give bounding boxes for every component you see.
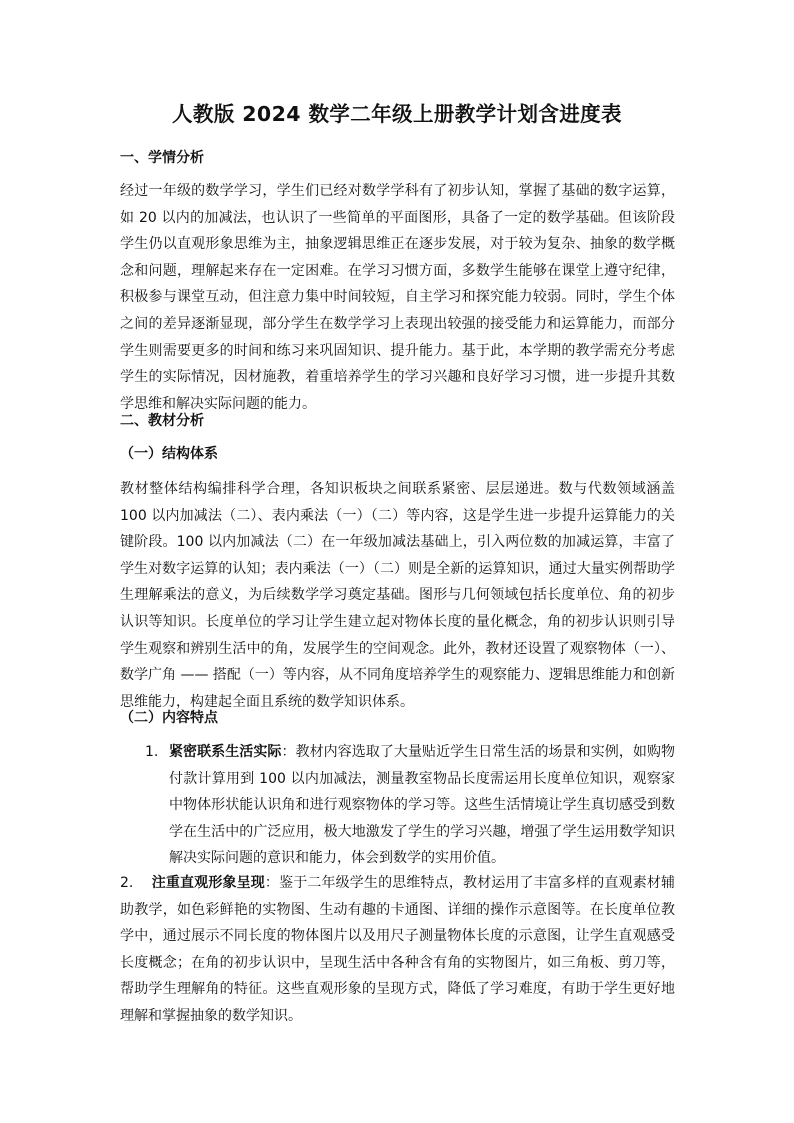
structure-paragraph: 教材整体结构编排科学合理，各知识板块之间联系紧密、层层递进。数与代数领域涵盖 100 以内加减法（二）、表内乘法（一）（二）等内容，这是学生进一步提升运算能力的关键阶段。100 以内加减法（二）在一年级加减法基础上，引入两位数的加减运算，丰富了学生对数字运算的认知；表内乘法（一）（二）则是全新的运算知识，通过大量实例帮助学生理解乘法的意义，为后续数学学习奠定基础。图形与几何领域包括长度单位、角的初步认识等知识。长度单位的学习让学生建立起对物体长度的量化概念，角的初步认识则引导学生观察和辨别生活中的角，发展学生的空间观念。此外，教材还设置了观察物体（一）、数学广角 —— 搭配（一）等内容，从不同角度培养学生的观察能力、逻辑思维能力和创新思维能力，构建起全面且系统的数学知识体系。 [120,481,675,710]
student-analysis-paragraph: 经过一年级的数学学习，学生们已经对数学学科有了初步认知，掌握了基础的数字运算，如 20 以内的加减法，也认识了一些简单的平面图形，具备了一定的数学基础。但该阶段学生仍以直观形象思维为主，抽象逻辑思维正在逐步发展，对于较为复杂、抽象的数学概念和问题，理解起来存在一定困难。在学习习惯方面，多数学生能够在课堂上遵守纪律，积极参与课堂互动，但注意力集中时间较短，自主学习和探究能力较弱。同时，学生个体之间的差异逐渐显现，部分学生在数学学习上表现出较强的接受能力和运算能力，而部分学生则需要更多的时间和练习来巩固知识、提升能力。基于此，本学期的教学需充分考虑学生的实际情况，因材施教，着重培养学生的学习兴趣和良好学习习惯，进一步提升其数学思维和解决实际问题的能力。 [120,183,675,412]
subsection-heading-structure: （一）结构体系 [120,446,218,462]
list-item-visual-presentation [120,870,675,1030]
list-item-text: ：鉴于二年级学生的思维特点，教材运用了丰富多样的直观素材辅助教学，如色彩鲜艳的实物图、生动有趣的卡通图、详细的操作示意图等。在长度单位教学中，通过展示不同长度的物体图片以及用尺子测量物体长度的示意图，让学生直观感受长度概念；在角的初步认识中，呈现生活中各种含有角的实物图片，如三角板、剪刀等，帮助学生理解角的特征。这些直观形象的呈现方式，降低了学习难度，有助于学生更好地理解和掌握抽象的数学知识。 [120,875,675,1024]
list-item-lead: 紧密联系生活实际 [169,744,282,760]
subsection-heading-content-features: （二）内容特点 [120,710,218,726]
list-item-number: 2. [120,875,134,891]
list-item-text: ：教材内容选取了大量贴近学生日常生活的场景和实例，如购物付款计算用到 100 以内加减法，测量教室物品长度需运用长度单位知识，观察家中物体形状能认识角和进行观察物体的学习等。这些生活情境让学生真切感受到数学在生活中的广泛应用，极大地激发了学生的学习兴趣，增强了学生运用数学知识解决实际问题的意识和能力，体会到数学的实用价值。 [169,744,676,867]
list-item-life-connection [169,739,675,872]
section-heading-textbook-analysis: 二、教材分析 [120,413,204,429]
section-heading-student-analysis: 一、学情分析 [120,150,204,166]
list-item-number: 1. [145,744,159,760]
list-item-lead: 注重直观形象呈现 [151,875,265,891]
page-title: 人教版 2024 数学二年级上册教学计划含进度表 [172,102,622,126]
